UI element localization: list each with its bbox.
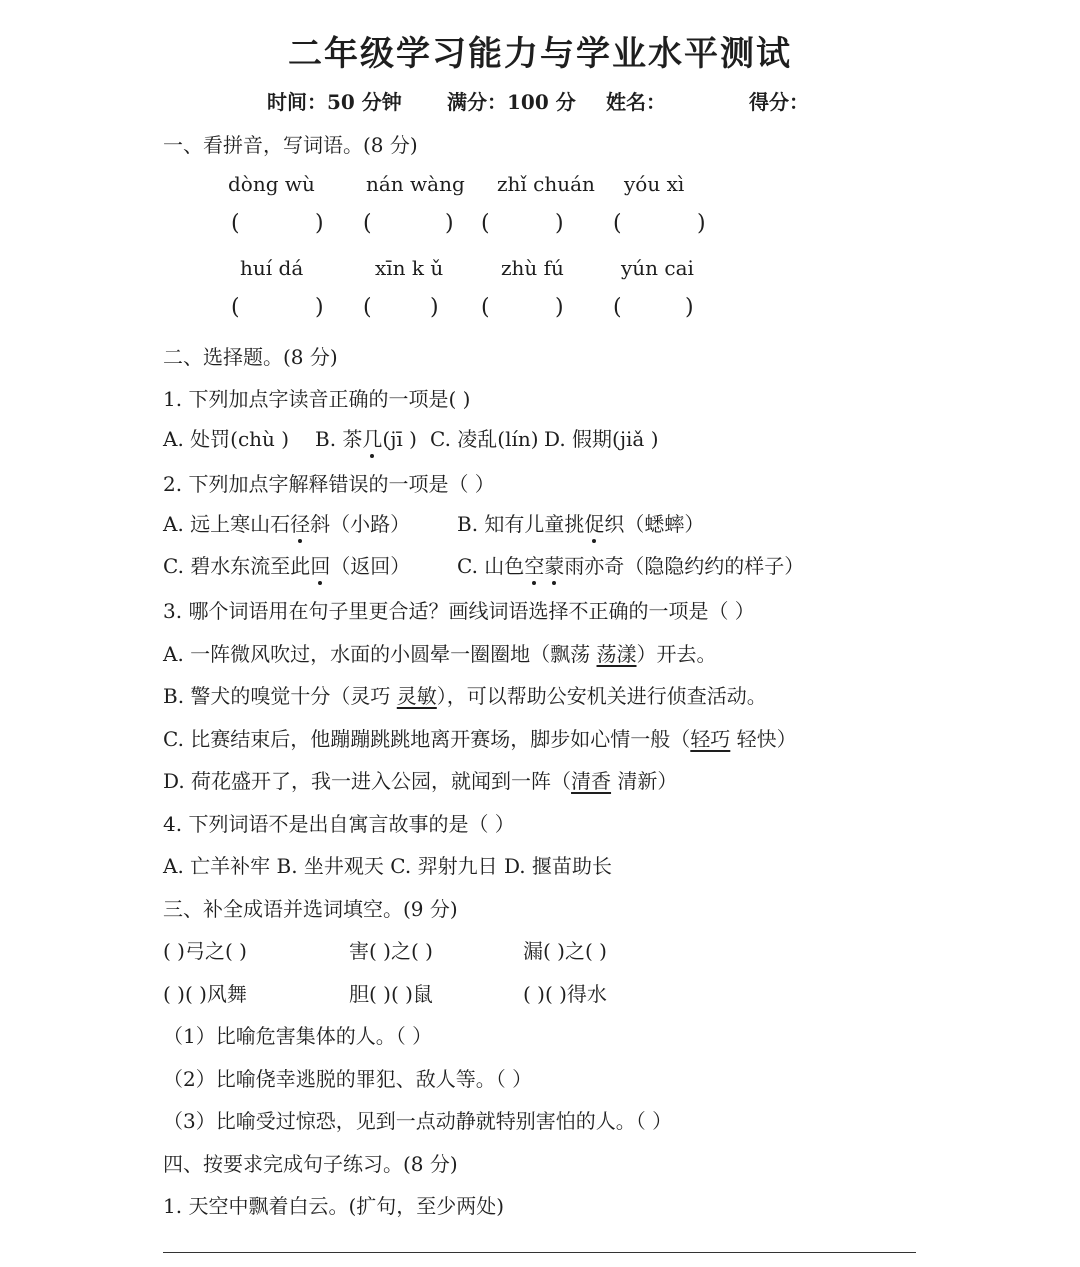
pinyin-item: xīn k ǔ	[375, 256, 444, 280]
answer-blank[interactable]: (	[481, 295, 490, 320]
answer-blank-close: )	[315, 295, 324, 320]
idiom-blank[interactable]: ( )( )得水	[523, 982, 607, 1006]
pinyin-item: nán wàng	[366, 172, 465, 196]
info-score-label: 得分：	[749, 90, 809, 114]
answer-line[interactable]	[163, 1252, 916, 1253]
q1-option-d: D. 假期(jiǎ )	[544, 427, 659, 451]
question-4: 4. 下列词语不是出自寓言故事的是（ ）	[163, 812, 515, 836]
idiom-blank[interactable]: ( )弓之( )	[163, 939, 247, 963]
q2-option-c: C. 碧水东流至此回（返回）	[163, 550, 410, 579]
q3-option-a: A. 一阵微风吹过，水面的小圆晕一圈圈地（飘荡 荡漾）开去。	[163, 642, 717, 666]
answer-blank-close: )	[445, 211, 454, 236]
section2-heading: 二、选择题。(8 分)	[163, 345, 338, 369]
question-2: 2. 下列加点字解释错误的一项是（ ）	[163, 472, 495, 496]
info-time: 时间：50 分钟	[267, 90, 402, 114]
idiom-blank[interactable]: 害( )之( )	[349, 939, 433, 963]
s4-question-1: 1. 天空中飘着白云。(扩句，至少两处)	[163, 1194, 505, 1218]
pinyin-item: yún cai	[621, 256, 694, 280]
answer-blank[interactable]: (	[613, 211, 622, 236]
q1-option-c: C. 凌乱(lín)	[430, 427, 539, 451]
pinyin-item: huí dá	[240, 256, 304, 280]
q2-option-d: C. 山色空蒙雨亦奇（隐隐约约的样子）	[457, 550, 804, 579]
answer-blank-close: )	[430, 295, 439, 320]
answer-blank[interactable]: (	[231, 295, 240, 320]
q1-option-a: A. 处罚(chù )	[163, 427, 290, 451]
pinyin-item: yóu xì	[624, 172, 685, 196]
info-full-score: 满分：100 分	[447, 90, 576, 114]
answer-blank[interactable]: (	[231, 211, 240, 236]
answer-blank[interactable]: (	[363, 295, 372, 320]
pinyin-item: zhǐ chuán	[497, 172, 595, 196]
section3-heading: 三、补全成语并选词填空。(9 分)	[163, 897, 458, 921]
fill-item[interactable]: （2）比喻侥幸逃脱的罪犯、敌人等。（ ）	[163, 1067, 533, 1091]
q3-option-b: B. 警犬的嗅觉十分（灵巧 灵敏），可以帮助公安机关进行侦查活动。	[163, 684, 767, 708]
answer-blank[interactable]: (	[363, 211, 372, 236]
q4-options: A. 亡羊补牢 B. 坐井观天 C. 羿射九日 D. 揠苗助长	[163, 854, 612, 878]
answer-blank-close: )	[685, 295, 694, 320]
section1-heading: 一、看拼音，写词语。(8 分)	[163, 133, 418, 157]
q1-option-b: B. 茶几(jī )	[315, 423, 417, 452]
q2-option-a: A. 远上寒山石径斜（小路）	[163, 508, 410, 537]
question-3: 3. 哪个词语用在句子里更合适？画线词语选择不正确的一项是（ ）	[163, 599, 755, 623]
idiom-blank[interactable]: ( )( )风舞	[163, 982, 247, 1006]
fill-item[interactable]: （1）比喻危害集体的人。（ ）	[163, 1024, 433, 1048]
pinyin-item: zhù fú	[501, 256, 564, 280]
answer-blank-close: )	[555, 295, 564, 320]
page-title: 二年级学习能力与学业水平测试	[288, 34, 792, 74]
section4-heading: 四、按要求完成句子练习。(8 分)	[163, 1152, 458, 1176]
idiom-blank[interactable]: 漏( )之( )	[523, 939, 607, 963]
q3-option-d: D. 荷花盛开了，我一进入公园，就闻到一阵（清香 清新）	[163, 769, 678, 793]
answer-blank[interactable]: (	[613, 295, 622, 320]
answer-blank-close: )	[315, 211, 324, 236]
info-name-label: 姓名：	[606, 90, 666, 114]
idiom-blank[interactable]: 胆( )( )鼠	[349, 982, 433, 1006]
question-1: 1. 下列加点字读音正确的一项是( )	[163, 387, 471, 411]
answer-blank-close: )	[555, 211, 564, 236]
q3-option-c: C. 比赛结束后，他蹦蹦跳跳地离开赛场，脚步如心情一般（轻巧 轻快）	[163, 727, 797, 751]
answer-blank-close: )	[697, 211, 706, 236]
fill-item[interactable]: （3）比喻受过惊恐，见到一点动静就特别害怕的人。（ ）	[163, 1109, 673, 1133]
pinyin-item: dòng wù	[228, 172, 315, 196]
q2-option-b: B. 知有儿童挑促织（蟋蟀）	[457, 508, 704, 537]
answer-blank[interactable]: (	[481, 211, 490, 236]
